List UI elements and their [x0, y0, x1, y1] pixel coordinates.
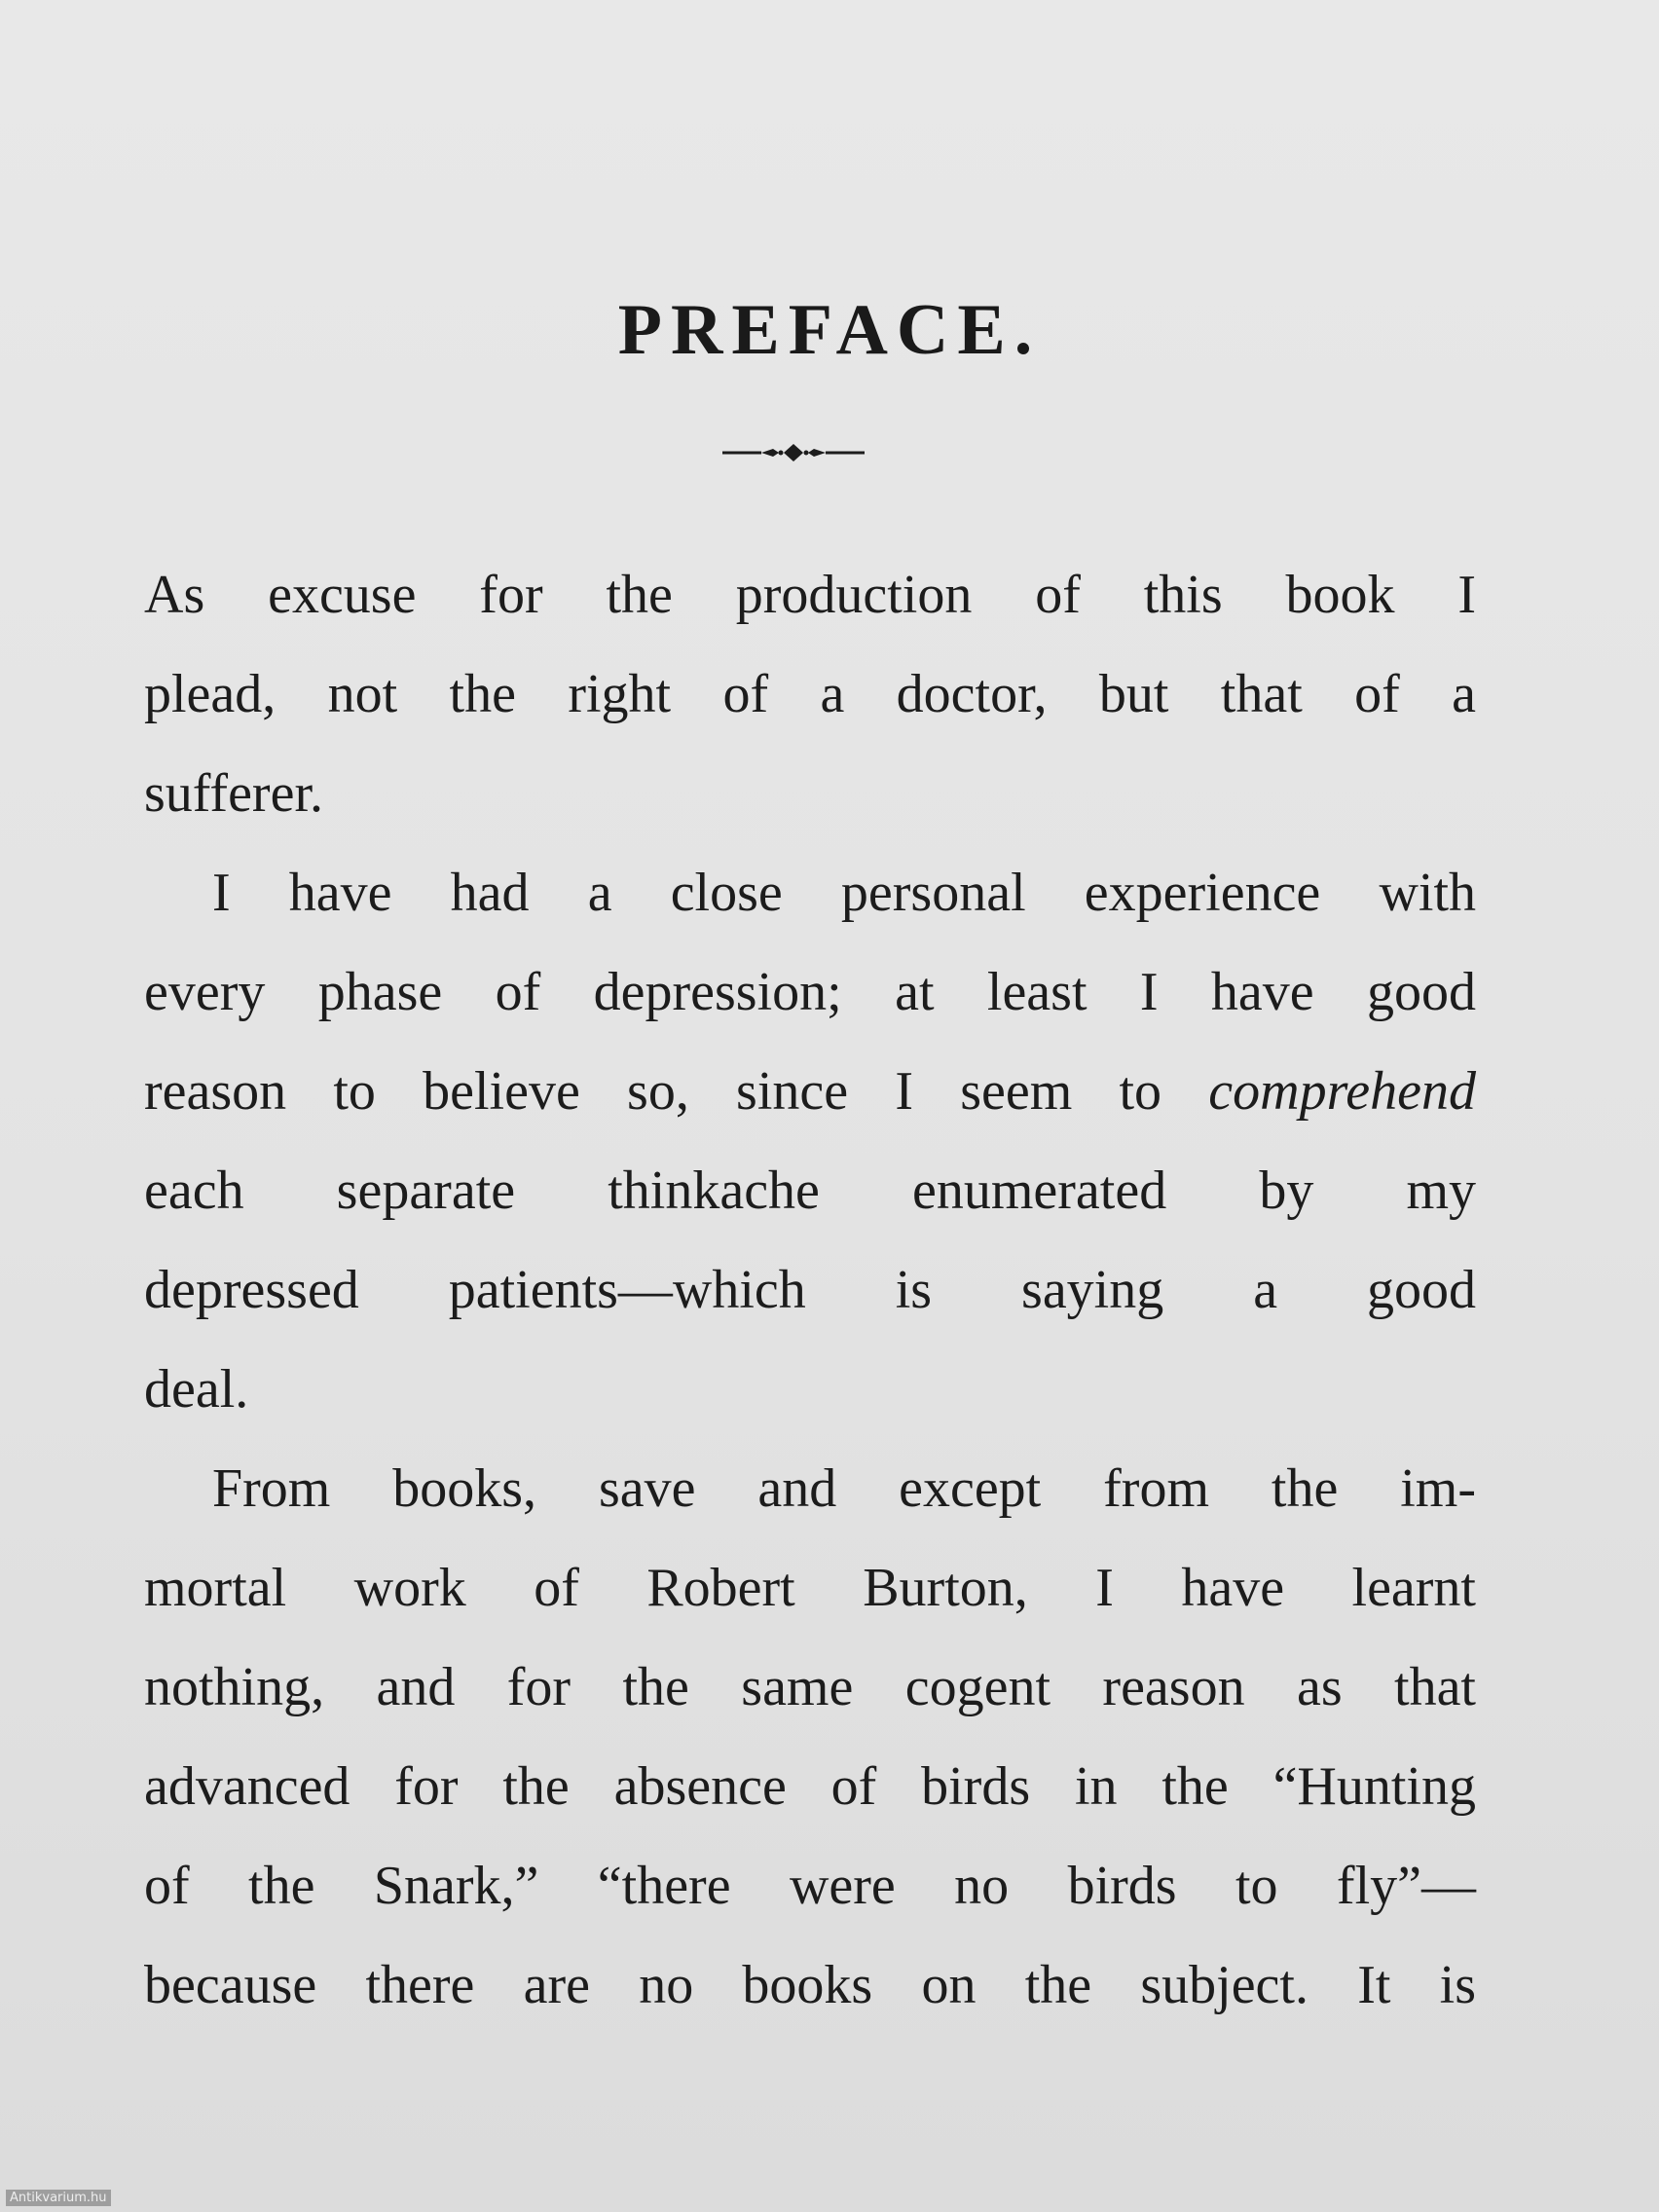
text-line: each separate thinkache enumerated by my: [144, 1161, 1476, 1221]
page-title: PREFACE.: [617, 289, 1042, 370]
text-line-with-emphasis: reason to believe so, since I seem to comprehend: [144, 1061, 1476, 1122]
text-line: mortal work of Robert Burton, I have learnt: [144, 1558, 1476, 1618]
text-line: plead, not the right of a doctor, but that of a: [144, 664, 1476, 724]
text-line: I have had a close personal experience with: [212, 863, 1476, 923]
paragraph-1: [144, 545, 1476, 843]
text-line: sufferer.: [144, 763, 323, 824]
emphasized-word: comprehend: [1208, 1061, 1476, 1122]
text-line: advanced for the absence of birds in the “Hunting: [144, 1756, 1476, 1817]
text-line: As excuse for the production of this book I: [144, 565, 1476, 625]
fleuron-divider-icon: [722, 438, 865, 467]
text-line: every phase of depression; at least I have good: [144, 962, 1476, 1022]
paragraph-2: [144, 843, 1476, 1439]
paragraph-3: [144, 1439, 1476, 2035]
preface-body: [144, 545, 1476, 2035]
text-line: because there are no books on the subject. It is: [144, 1955, 1476, 2015]
text-line: nothing, and for the same cogent reason as that: [144, 1657, 1476, 1717]
watermark-label: Antikvarium.hu: [6, 2190, 111, 2206]
text-line: depressed patients—which is saying a good: [144, 1260, 1476, 1320]
text-line: From books, save and except from the im-: [212, 1458, 1476, 1519]
text-line: of the Snark,” “there were no birds to fly”—: [144, 1856, 1476, 1916]
text-line: deal.: [144, 1359, 249, 1419]
